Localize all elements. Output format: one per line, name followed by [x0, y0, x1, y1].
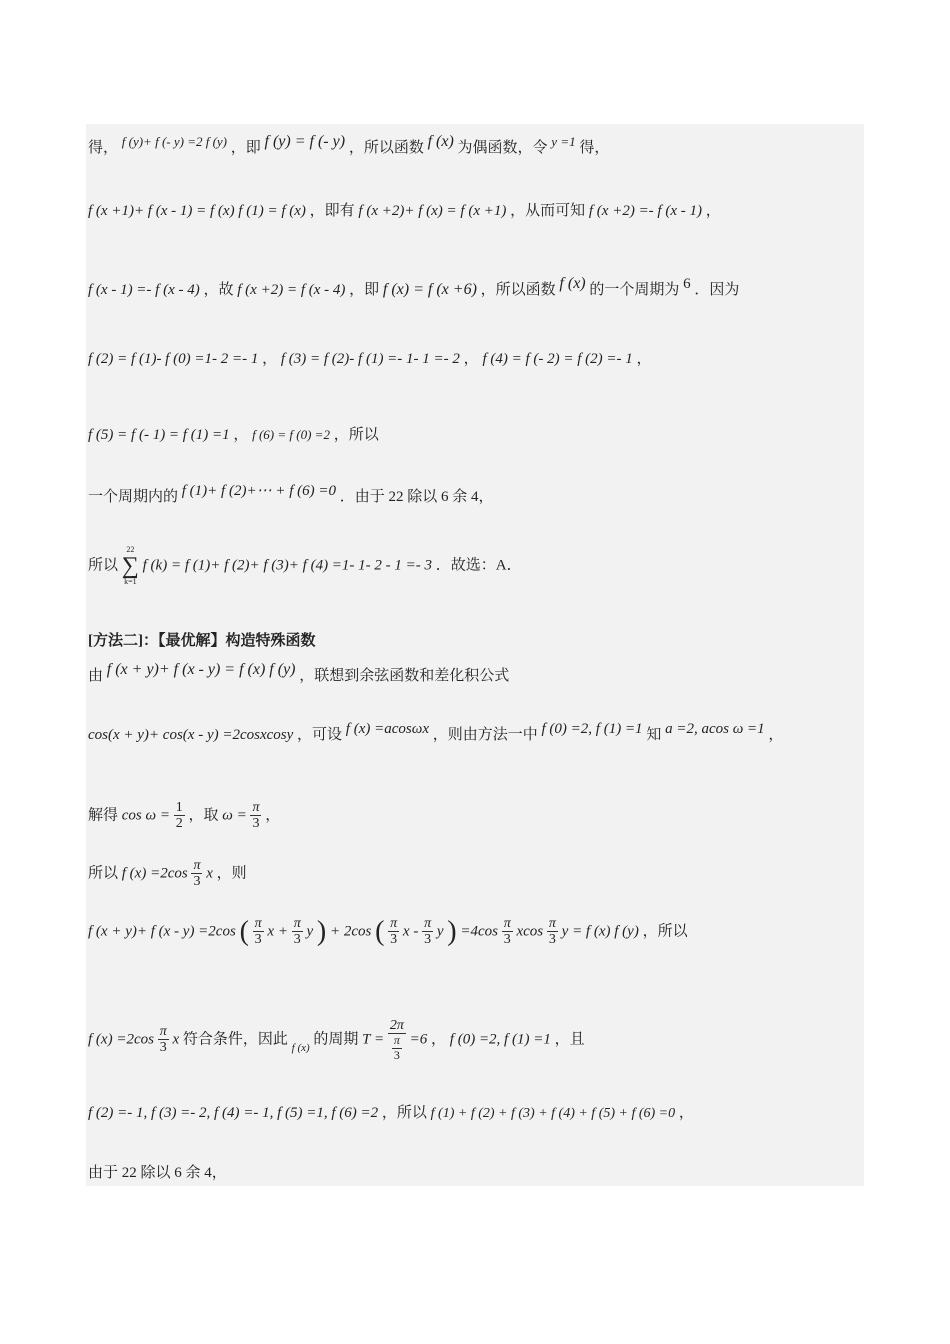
text: ．因为 [694, 282, 740, 298]
math: T = [362, 1031, 385, 1048]
text: ， [768, 727, 784, 743]
text: ，且 [554, 1031, 585, 1048]
text: ，可设 [297, 727, 343, 743]
math: f (x + y)+ f (x - y) = f (x) f (y) [106, 661, 296, 678]
math: =6 [409, 1031, 428, 1048]
text: 得， [579, 140, 610, 156]
math: f (x +2) =- f (x - 1) [588, 203, 702, 219]
line-7 [88, 546, 522, 586]
text: ，从而可知 [510, 203, 586, 219]
fraction [292, 916, 303, 948]
line-3 [88, 275, 740, 298]
math: f (x) =2cos [88, 1031, 154, 1048]
math: + 2cos [329, 923, 372, 940]
math: f (x +2) = f (x - 4) [237, 282, 346, 298]
denominator: 3 [193, 874, 201, 890]
text: ，则由方法一中 [432, 727, 538, 743]
math: x [206, 865, 213, 882]
text: ，所以 [381, 1105, 427, 1121]
math: f (x +1)+ f (x - 1) = f (x) f (1) = f (x) [88, 203, 306, 219]
method-two-heading [88, 634, 316, 649]
numerator: π [393, 1033, 400, 1048]
text: 所以 [88, 865, 119, 882]
text: 符合条件，因此 [182, 1031, 288, 1048]
text: 所以 [88, 557, 119, 574]
fraction [502, 916, 513, 948]
math: x + [267, 923, 288, 940]
denominator: 2 [175, 816, 183, 832]
denominator: 3 [390, 932, 398, 948]
left-paren: ( [239, 915, 249, 947]
math: f (x) =2cos [121, 865, 188, 882]
text: 一个周期内的 [88, 489, 179, 505]
line-10 [88, 721, 784, 743]
text: 为偶函数，令 [457, 140, 548, 156]
math: f (5) = f (- 1) = f (1) =1 [88, 427, 230, 443]
text: ，所以函数 [348, 140, 424, 156]
left-paren: ( [375, 915, 385, 947]
text: ， [463, 351, 479, 367]
text: ，所以函数 [480, 282, 556, 298]
fraction [392, 1034, 402, 1061]
math: cos(x + y)+ cos(x - y) =2cosxcosy [88, 727, 294, 743]
numerator: π [193, 858, 201, 873]
math: xcos [516, 923, 544, 940]
math: f (1) + f (2) + f (3) + f (4) + f (5) + f (6) =0 [430, 1106, 676, 1121]
line-9 [88, 661, 510, 684]
numerator: π [254, 916, 262, 931]
fraction [253, 916, 264, 948]
text: 的周期 [313, 1031, 359, 1048]
math: y [436, 923, 444, 940]
fraction [388, 1018, 406, 1062]
text: ， [678, 1105, 694, 1121]
text: ， [265, 807, 281, 824]
denominator: 3 [503, 932, 511, 948]
numerator: 2π [389, 1018, 404, 1033]
math: y [306, 923, 314, 940]
text: ．由于 22 除以 6 余 4， [339, 489, 494, 505]
math: f (x - 1) =- f (x - 4) [88, 282, 200, 298]
math: =4cos [460, 923, 498, 940]
math: f (x) = f (x +6) [382, 281, 477, 298]
text: ，即有 [309, 203, 355, 219]
math: f (x) [291, 1042, 310, 1055]
math: f (4) = f (- 2) = f (2) =- 1 [482, 351, 633, 367]
math: f (k) = f (1)+ f (2)+ f (3)+ f (4) =1- 1- 2 - 1 =- 3 [142, 557, 433, 574]
denominator: 3 [424, 932, 432, 948]
fraction [158, 1024, 169, 1056]
math: f (x) [427, 133, 454, 150]
math: f (x +2)+ f (x) = f (x +1) [358, 203, 507, 219]
math: y = f (x) f (y) [561, 923, 639, 940]
right-paren: ) [316, 915, 327, 947]
math: f (y)+ f (- y) =2 f (y) [121, 134, 228, 149]
denominator [388, 1034, 406, 1061]
text: ，故 [203, 282, 234, 298]
line-1 [88, 133, 610, 156]
math: f (1)+ f (2)+⋯ + f (6) =0 [181, 483, 336, 499]
heading-text: [方法二]：【最优解】构造特殊函数 [88, 633, 316, 649]
denominator: 3 [252, 816, 260, 832]
line-4 [88, 352, 652, 367]
line-15 [88, 1106, 694, 1121]
denominator: 3 [393, 1047, 400, 1062]
line-6 [88, 483, 494, 505]
numerator: π [252, 800, 260, 815]
text: ， [233, 427, 249, 443]
text: ，联想到余弦函数和差化积公式 [299, 668, 510, 684]
numerator: π [293, 916, 301, 931]
text: ， [431, 1031, 447, 1048]
math: f (y) = f (- y) [264, 133, 346, 150]
line-5 [88, 428, 379, 443]
denominator: 3 [159, 1040, 167, 1056]
math: f (x) [559, 275, 586, 292]
math: a =2, acos ω =1 [665, 721, 765, 737]
math: f (0) =2, f (1) =1 [449, 1031, 551, 1048]
math: y =1 [551, 134, 576, 149]
text: ， [262, 351, 278, 367]
text: ， [636, 351, 652, 367]
text: ， [705, 203, 721, 219]
math: f (x + y)+ f (x - y) =2cos [88, 923, 236, 940]
fraction [422, 916, 433, 948]
numerator: π [159, 1024, 167, 1039]
text: ，所以 [642, 923, 688, 940]
text: ，所以 [333, 427, 379, 443]
sigma-icon: ∑ [121, 553, 139, 579]
fraction [174, 800, 185, 832]
text: 的一个周期为 [589, 282, 680, 298]
math: cos ω = [121, 807, 170, 824]
text: ．故选：A． [435, 557, 522, 574]
denominator: 3 [548, 932, 556, 948]
math: f (2) = f (1)- f (0) =1- 2 =- 1 [88, 351, 259, 367]
text: ，即 [349, 282, 380, 298]
denominator: 3 [254, 932, 262, 948]
math: f (x) =acosωx [345, 721, 429, 737]
line-11 [88, 800, 280, 832]
fraction [191, 858, 202, 890]
numerator: π [548, 916, 556, 931]
numerator: π [503, 916, 511, 931]
math: ω = [222, 807, 247, 824]
text: 由 [88, 668, 104, 684]
text: 由于 22 除以 6 余 4， [88, 1165, 227, 1181]
numerator: 1 [175, 800, 183, 815]
numerator: π [424, 916, 432, 931]
line-16 [88, 1166, 227, 1181]
math: 6 [683, 276, 691, 292]
line-2 [88, 204, 721, 219]
sum-lower: k=1 [124, 577, 137, 586]
text: 得， [88, 140, 119, 156]
text: ，取 [188, 807, 219, 824]
fraction [547, 916, 558, 948]
math: x [172, 1031, 180, 1048]
text: 知 [646, 727, 662, 743]
fraction [250, 800, 261, 832]
math: f (0) =2, f (1) =1 [541, 721, 643, 737]
math: f (6) = f (0) =2 [252, 427, 330, 442]
text: ，即 [230, 140, 261, 156]
line-13 [88, 916, 688, 948]
right-paren: ) [447, 915, 457, 947]
sum-upper: 22 [126, 545, 135, 554]
summation [122, 546, 139, 586]
math: f (2) =- 1, f (3) =- 2, f (4) =- 1, f (5) =1, f (6) =2 [88, 1105, 379, 1121]
denominator: 3 [293, 932, 301, 948]
math: x - [402, 923, 419, 940]
text: ，则 [216, 865, 247, 882]
line-14 [88, 1018, 585, 1062]
fraction [388, 916, 399, 948]
math: f (3) = f (2)- f (1) =- 1- 1 =- 2 [280, 351, 460, 367]
numerator: π [390, 916, 398, 931]
line-12 [88, 858, 247, 890]
text: 解得 [88, 807, 119, 824]
